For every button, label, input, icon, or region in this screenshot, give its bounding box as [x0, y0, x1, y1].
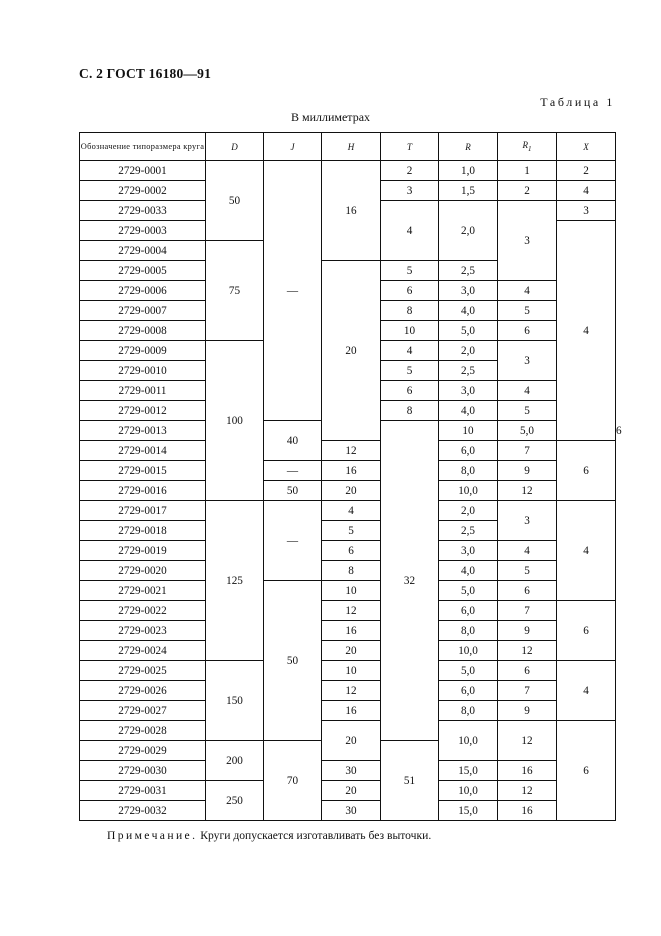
r1-cell: 4 — [498, 541, 557, 561]
designation-cell: 2729-0011 — [80, 381, 206, 401]
r-cell: 10,0 — [439, 641, 498, 661]
t-cell: 6 — [322, 541, 381, 561]
t-cell: 6 — [381, 381, 439, 401]
designation-cell: 2729-0016 — [80, 481, 206, 501]
designation-cell: 2729-0022 — [80, 601, 206, 621]
designation-cell: 2729-0014 — [80, 441, 206, 461]
t-cell: 10 — [322, 581, 381, 601]
r-cell: 1,5 — [439, 181, 498, 201]
r1-cell: 9 — [498, 621, 557, 641]
designation-cell: 2729-0029 — [80, 741, 206, 761]
d-cell: 125 — [206, 501, 264, 661]
table-row — [80, 161, 616, 181]
t-cell: 16 — [322, 701, 381, 721]
designation-cell: 2729-0023 — [80, 621, 206, 641]
table-note — [107, 829, 431, 842]
r-cell: 3,0 — [439, 281, 498, 301]
r1-cell: 6 — [498, 661, 557, 681]
designation-cell: 2729-0032 — [80, 801, 206, 821]
r1-cell: 3 — [498, 501, 557, 541]
r1-cell: 5 — [498, 401, 557, 421]
table-row — [80, 801, 616, 821]
r1-cell: 1 — [498, 161, 557, 181]
t-cell: 12 — [322, 441, 381, 461]
r1-cell: 7 — [498, 441, 557, 461]
j-cell: 70 — [264, 741, 322, 821]
r-cell: 10,0 — [439, 781, 498, 801]
designation-cell: 2729-0030 — [80, 761, 206, 781]
designation-cell: 2729-0005 — [80, 261, 206, 281]
designation-cell: 2729-0006 — [80, 281, 206, 301]
x-cell: 4 — [557, 221, 616, 441]
designation-cell: 2729-0024 — [80, 641, 206, 661]
r-cell: 10,0 — [439, 721, 498, 761]
t-cell: 20 — [322, 641, 381, 661]
r1-cell: 9 — [498, 461, 557, 481]
d-cell: 100 — [206, 341, 264, 501]
column-header-designation: Обозначение типоразмера круга — [80, 133, 206, 161]
r-cell: 10,0 — [439, 481, 498, 501]
j-cell: — — [264, 501, 322, 581]
designation-cell: 2729-0003 — [80, 221, 206, 241]
table-row — [80, 441, 616, 461]
r1-base: R — [522, 140, 528, 151]
t-cell: 20 — [322, 781, 381, 801]
t-cell: 8 — [381, 301, 439, 321]
table-row — [80, 701, 616, 721]
r1-cell: 3 — [498, 341, 557, 381]
t-cell: 4 — [381, 201, 439, 261]
t-cell: 8 — [322, 561, 381, 581]
r-cell: 3,0 — [439, 541, 498, 561]
table-row — [80, 661, 616, 681]
t-cell: 30 — [322, 801, 381, 821]
x-cell: 6 — [557, 601, 616, 661]
r-cell: 8,0 — [439, 621, 498, 641]
r-cell: 4,0 — [439, 561, 498, 581]
designation-cell: 2729-0008 — [80, 321, 206, 341]
x-cell: 4 — [557, 501, 616, 601]
designation-cell: 2729-0015 — [80, 461, 206, 481]
designation-cell: 2729-0027 — [80, 701, 206, 721]
r-cell: 2,5 — [439, 261, 498, 281]
table-row — [80, 601, 616, 621]
r1-cell: 4 — [498, 281, 557, 301]
table-row: 2729-0013 40 32 10 5,0 6 — [80, 421, 616, 441]
x-cell: 4 — [557, 661, 616, 721]
h-cell: 20 — [322, 261, 381, 441]
units-caption: В миллиметрах — [290, 110, 371, 124]
r-cell: 2,0 — [439, 501, 498, 521]
d-cell: 200 — [206, 741, 264, 781]
r-cell: 8,0 — [439, 461, 498, 481]
r-cell: 2,5 — [439, 521, 498, 541]
h-cell: 16 — [322, 161, 381, 261]
dimensions-table — [79, 132, 622, 821]
t-cell: 6 — [381, 281, 439, 301]
r1-cell: 16 — [498, 801, 557, 821]
r-cell: 6,0 — [439, 601, 498, 621]
r1-cell: 12 — [498, 781, 557, 801]
designation-cell: 2729-0019 — [80, 541, 206, 561]
h-cell: 51 — [381, 741, 439, 821]
r1-cell: 12 — [498, 641, 557, 661]
d-cell: 50 — [206, 161, 264, 241]
j-cell: 50 — [264, 481, 322, 501]
column-header-r1 — [498, 133, 557, 161]
t-cell: 20 — [322, 721, 381, 761]
j-cell: 50 — [264, 581, 322, 741]
d-cell: 75 — [206, 241, 264, 341]
designation-cell: 2729-0020 — [80, 561, 206, 581]
h-cell: 32 — [381, 421, 439, 741]
t-cell: 16 — [322, 461, 381, 481]
r-cell: 4,0 — [439, 401, 498, 421]
page-header: С. 2 ГОСТ 16180—91 — [79, 66, 212, 81]
designation-cell: 2729-0012 — [80, 401, 206, 421]
header-row — [80, 133, 616, 161]
j-cell: — — [264, 161, 322, 421]
designation-cell: 2729-0026 — [80, 681, 206, 701]
r-cell: 4,0 — [439, 301, 498, 321]
r1-cell: 4 — [498, 381, 557, 401]
designation-cell: 2729-0021 — [80, 581, 206, 601]
r1-cell: 6 — [498, 581, 557, 601]
r1-cell: 6 — [498, 321, 557, 341]
r1-cell: 2 — [498, 181, 557, 201]
r-cell: 15,0 — [439, 761, 498, 781]
r1-cell: 7 — [498, 601, 557, 621]
r-cell: 2,0 — [439, 201, 498, 261]
r-cell: 6,0 — [439, 441, 498, 461]
x-cell: 6 — [557, 441, 616, 501]
table-row — [80, 621, 616, 641]
r1-cell: 12 — [498, 721, 557, 761]
table-row — [80, 501, 616, 521]
t-cell: 8 — [381, 401, 439, 421]
designation-cell: 2729-0013 — [80, 421, 206, 441]
t-cell: 5 — [322, 521, 381, 541]
t-cell: 10 — [322, 661, 381, 681]
designation-cell: 2729-0009 — [80, 341, 206, 361]
r-cell: 5,0 — [439, 661, 498, 681]
table-row — [80, 541, 616, 561]
designation-cell: 2729-0002 — [80, 181, 206, 201]
r-cell: 15,0 — [439, 801, 498, 821]
column-header-x: X — [557, 133, 616, 161]
x-cell: 4 — [557, 181, 616, 201]
t-cell: 2 — [381, 161, 439, 181]
column-header-r: R — [439, 133, 498, 161]
table-row — [80, 781, 616, 801]
t-cell: 5 — [381, 361, 439, 381]
x-cell: 6 — [557, 721, 616, 821]
designation-cell: 2729-0004 — [80, 241, 206, 261]
r1-cell: 5 — [498, 561, 557, 581]
designation-cell: 2729-0007 — [80, 301, 206, 321]
t-cell: 10 — [439, 421, 498, 441]
t-cell: 4 — [322, 501, 381, 521]
r-cell: 5,0 — [498, 421, 557, 441]
table-row — [80, 481, 616, 501]
r1-cell: 5 — [498, 301, 557, 321]
column-header-d: D — [206, 133, 264, 161]
r-cell: 2,5 — [439, 361, 498, 381]
r-cell: 1,0 — [439, 161, 498, 181]
table-title: Таблица 1 — [540, 95, 615, 109]
r-cell: 5,0 — [439, 321, 498, 341]
t-cell: 5 — [381, 261, 439, 281]
table-row — [80, 461, 616, 481]
t-cell: 30 — [322, 761, 381, 781]
designation-cell: 2729-0033 — [80, 201, 206, 221]
r-cell: 3,0 — [439, 381, 498, 401]
designation-cell: 2729-0001 — [80, 161, 206, 181]
r1-cell: 9 — [498, 701, 557, 721]
column-header-j: J — [264, 133, 322, 161]
j-cell: — — [264, 461, 322, 481]
r1-subscript: 1 — [528, 144, 532, 153]
r-cell: 6,0 — [439, 681, 498, 701]
t-cell: 12 — [322, 681, 381, 701]
r1-cell: 12 — [498, 481, 557, 501]
designation-cell: 2729-0025 — [80, 661, 206, 681]
t-cell: 3 — [381, 181, 439, 201]
note-label: Примечание. — [107, 829, 198, 842]
r1-cell: 7 — [498, 681, 557, 701]
table-row — [80, 561, 616, 581]
t-cell: 16 — [322, 621, 381, 641]
table-row — [80, 681, 616, 701]
table-row — [80, 761, 616, 781]
j-cell: 40 — [264, 421, 322, 461]
designation-cell: 2729-0028 — [80, 721, 206, 741]
designation-cell: 2729-0017 — [80, 501, 206, 521]
t-cell: 20 — [322, 481, 381, 501]
t-cell: 4 — [381, 341, 439, 361]
column-header-t: T — [381, 133, 439, 161]
table-row — [80, 641, 616, 661]
t-cell: 10 — [381, 321, 439, 341]
designation-cell: 2729-0018 — [80, 521, 206, 541]
x-cell: 2 — [557, 161, 616, 181]
d-cell: 150 — [206, 661, 264, 741]
r-cell: 8,0 — [439, 701, 498, 721]
column-header-h: H — [322, 133, 381, 161]
table-row — [80, 721, 616, 741]
x-cell: 3 — [557, 201, 616, 221]
r-cell: 2,0 — [439, 341, 498, 361]
designation-cell: 2729-0010 — [80, 361, 206, 381]
note-text: Круги допускается изготавливать без выточки. — [197, 829, 432, 842]
t-cell: 12 — [322, 601, 381, 621]
r1-cell: 16 — [498, 761, 557, 781]
r1-cell: 3 — [498, 201, 557, 281]
d-cell: 250 — [206, 781, 264, 821]
r-cell: 5,0 — [439, 581, 498, 601]
designation-cell: 2729-0031 — [80, 781, 206, 801]
table-row — [80, 581, 616, 601]
